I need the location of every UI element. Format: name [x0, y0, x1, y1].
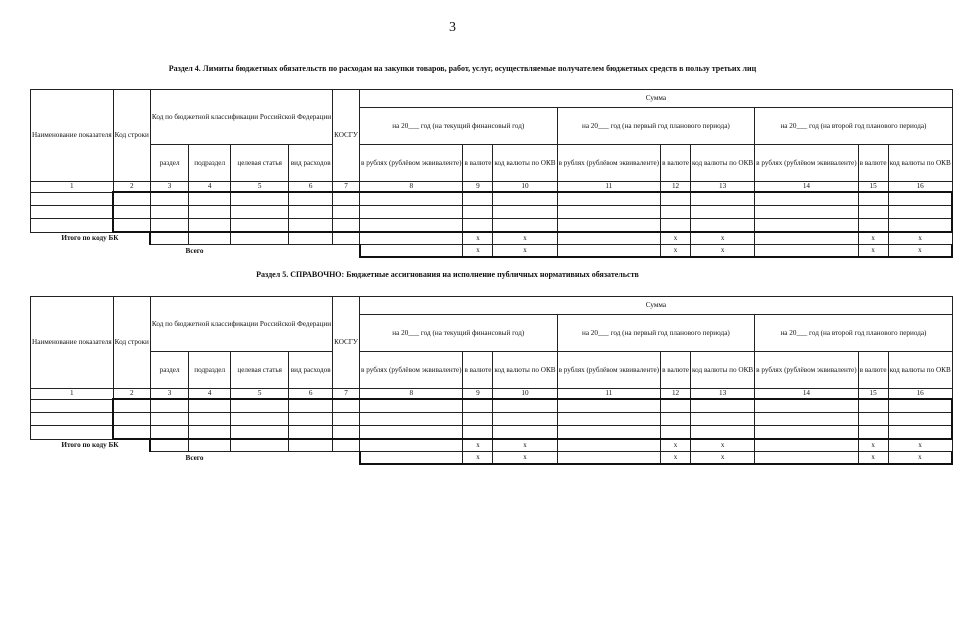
header-vid: вид расходов: [289, 352, 333, 389]
col-number: 1: [31, 182, 114, 193]
data-cell[interactable]: [360, 245, 463, 258]
data-cell[interactable]: [150, 399, 188, 413]
header-period-2: на 20___ год (на первый год планового периода): [557, 315, 755, 352]
section-5-table: [30, 296, 953, 465]
x-mark: х: [858, 439, 888, 452]
data-cell[interactable]: [463, 219, 493, 233]
data-cell[interactable]: [360, 439, 463, 452]
data-cell[interactable]: [463, 192, 493, 206]
x-mark: х: [691, 452, 755, 465]
header-period-3: на 20___ год (на второй год планового периода): [755, 315, 953, 352]
x-mark: х: [858, 245, 888, 258]
data-cell[interactable]: [858, 413, 888, 426]
table-row: [31, 192, 953, 206]
x-mark: х: [888, 232, 952, 245]
data-cell[interactable]: [557, 232, 660, 245]
data-cell[interactable]: [113, 206, 150, 219]
data-cell[interactable]: [463, 426, 493, 440]
total-bk-label: Итого по коду БК: [61, 234, 119, 243]
data-cell[interactable]: [755, 439, 858, 452]
header-currency-3: в валюте: [858, 145, 888, 182]
section-4-table: [30, 89, 953, 258]
x-mark: х: [888, 452, 952, 465]
header-razdel: раздел: [150, 352, 188, 389]
col-number: 11: [557, 389, 660, 400]
data-cell[interactable]: [333, 399, 360, 413]
col-number: 14: [755, 389, 858, 400]
col-number: 1: [31, 389, 114, 400]
header-period-1: на 20___ год (на текущий финансовый год): [360, 315, 558, 352]
data-cell[interactable]: [661, 413, 691, 426]
data-cell[interactable]: [360, 426, 463, 440]
data-cell[interactable]: [557, 245, 660, 258]
col-number: 12: [661, 389, 691, 400]
header-podrazdel: подраздел: [189, 352, 231, 389]
col-number: 8: [360, 389, 463, 400]
data-cell[interactable]: [691, 413, 755, 426]
data-cell[interactable]: [463, 399, 493, 413]
data-cell[interactable]: [691, 219, 755, 233]
x-mark: х: [493, 452, 557, 465]
x-mark: х: [888, 245, 952, 258]
x-mark: х: [691, 232, 755, 245]
data-cell[interactable]: [150, 192, 188, 206]
x-mark: х: [463, 232, 493, 245]
data-cell[interactable]: [31, 219, 114, 233]
data-cell[interactable]: [360, 452, 463, 465]
data-cell[interactable]: [289, 399, 333, 413]
data-cell[interactable]: [755, 206, 858, 219]
data-cell[interactable]: [31, 206, 114, 219]
col-number: 15: [858, 389, 888, 400]
header-currency-2: в валюте: [661, 145, 691, 182]
data-cell[interactable]: [31, 399, 114, 413]
header-podrazdel: подраздел: [189, 145, 231, 182]
data-cell[interactable]: [150, 426, 188, 440]
data-cell[interactable]: [333, 439, 360, 452]
x-mark: х: [858, 452, 888, 465]
data-cell[interactable]: [189, 426, 231, 440]
header-rub-1: в рублях (рублёвом эквиваленте): [360, 352, 463, 389]
header-name: Наименование показателя: [31, 297, 114, 389]
data-cell[interactable]: [289, 413, 333, 426]
data-cell[interactable]: [360, 232, 463, 245]
data-cell[interactable]: [189, 206, 231, 219]
table-row: [31, 413, 953, 426]
data-cell[interactable]: [755, 219, 858, 233]
x-mark: х: [493, 232, 557, 245]
x-mark: х: [661, 452, 691, 465]
data-cell[interactable]: [858, 206, 888, 219]
data-cell[interactable]: [189, 413, 231, 426]
x-mark: х: [463, 245, 493, 258]
x-mark: х: [493, 245, 557, 258]
data-cell[interactable]: [661, 219, 691, 233]
col-number: 4: [189, 389, 231, 400]
col-number: 12: [661, 182, 691, 193]
data-cell[interactable]: [557, 192, 660, 206]
header-sum: Сумма: [360, 297, 953, 315]
col-number: 9: [463, 389, 493, 400]
data-cell[interactable]: [755, 452, 858, 465]
x-mark: х: [691, 439, 755, 452]
data-cell[interactable]: [463, 413, 493, 426]
header-currency-3: в валюте: [858, 352, 888, 389]
col-number: 5: [230, 389, 288, 400]
col-number: 15: [858, 182, 888, 193]
col-number: 16: [888, 182, 952, 193]
data-cell[interactable]: [557, 426, 660, 440]
x-mark: х: [463, 452, 493, 465]
data-cell[interactable]: [557, 206, 660, 219]
col-number: 14: [755, 182, 858, 193]
data-cell[interactable]: [360, 206, 463, 219]
col-number: 4: [189, 182, 231, 193]
data-cell[interactable]: [31, 192, 114, 206]
data-cell[interactable]: [289, 426, 333, 440]
grand-total-label: Всего: [185, 453, 204, 462]
data-cell[interactable]: [463, 206, 493, 219]
table-row: [31, 219, 953, 233]
data-cell[interactable]: [230, 219, 288, 233]
col-number: 5: [230, 182, 288, 193]
col-number: 11: [557, 182, 660, 193]
total-bk-label: Итого по коду БК: [61, 441, 119, 450]
col-number: 16: [888, 389, 952, 400]
data-cell[interactable]: [661, 192, 691, 206]
table-row: [31, 426, 953, 440]
header-currency-1: в валюте: [463, 145, 493, 182]
data-cell[interactable]: [289, 439, 333, 452]
col-number: 7: [333, 389, 360, 400]
data-cell[interactable]: [557, 219, 660, 233]
data-cell[interactable]: [858, 192, 888, 206]
data-cell[interactable]: [661, 399, 691, 413]
data-cell[interactable]: [150, 232, 188, 245]
header-rub-2: в рублях (рублёвом эквиваленте): [557, 145, 660, 182]
header-okv-2: код валюты по ОКВ: [691, 352, 755, 389]
data-cell[interactable]: [289, 219, 333, 233]
data-cell[interactable]: [333, 232, 360, 245]
data-cell[interactable]: [858, 399, 888, 413]
data-cell[interactable]: [691, 206, 755, 219]
data-cell[interactable]: [31, 413, 114, 426]
data-cell[interactable]: [189, 219, 231, 233]
col-number: 3: [150, 182, 188, 193]
header-okv-3: код валюты по ОКВ: [888, 352, 952, 389]
section-5-title: Раздел 5. СПРАВОЧНО: Бюджетные ассигнования на исполнение публичных нормативных обязательств: [256, 270, 639, 279]
data-cell[interactable]: [31, 426, 114, 440]
data-cell[interactable]: [691, 399, 755, 413]
data-cell[interactable]: [888, 219, 952, 233]
col-number: 13: [691, 389, 755, 400]
x-mark: х: [661, 232, 691, 245]
total-bk-row: [31, 439, 953, 452]
data-cell[interactable]: [333, 192, 360, 206]
data-cell[interactable]: [493, 206, 557, 219]
data-cell[interactable]: [360, 399, 463, 413]
header-vid: вид расходов: [289, 145, 333, 182]
grand-total-row: [31, 452, 953, 465]
col-number: 6: [289, 182, 333, 193]
data-cell[interactable]: [230, 206, 288, 219]
col-number: 10: [493, 389, 557, 400]
table-row: [31, 206, 953, 219]
data-cell[interactable]: [230, 439, 288, 452]
col-number: 7: [333, 182, 360, 193]
data-cell[interactable]: [150, 413, 188, 426]
data-cell[interactable]: [888, 426, 952, 440]
x-mark: х: [661, 439, 691, 452]
x-mark: х: [858, 232, 888, 245]
data-cell[interactable]: [888, 413, 952, 426]
col-number: 10: [493, 182, 557, 193]
data-cell[interactable]: [557, 413, 660, 426]
col-number: 13: [691, 182, 755, 193]
data-cell[interactable]: [230, 413, 288, 426]
page-number: 3: [449, 20, 456, 35]
data-cell[interactable]: [493, 219, 557, 233]
grand-total-row: [31, 245, 953, 258]
data-cell[interactable]: [289, 192, 333, 206]
data-cell[interactable]: [755, 426, 858, 440]
data-cell[interactable]: [888, 192, 952, 206]
col-number: 3: [150, 389, 188, 400]
header-target: целевая статья: [230, 145, 288, 182]
data-cell[interactable]: [755, 413, 858, 426]
data-cell[interactable]: [113, 192, 150, 206]
data-cell[interactable]: [661, 206, 691, 219]
header-razdel: раздел: [150, 145, 188, 182]
data-cell[interactable]: [360, 192, 463, 206]
x-mark: х: [463, 439, 493, 452]
data-cell[interactable]: [113, 219, 150, 233]
col-number: 6: [289, 389, 333, 400]
header-code: Код строки: [113, 297, 150, 389]
data-cell[interactable]: [557, 399, 660, 413]
data-cell[interactable]: [230, 232, 288, 245]
header-okv-2: код валюты по ОКВ: [691, 145, 755, 182]
x-mark: х: [661, 245, 691, 258]
header-okv-1: код валюты по ОКВ: [493, 352, 557, 389]
data-cell[interactable]: [230, 399, 288, 413]
data-cell[interactable]: [150, 206, 188, 219]
data-cell[interactable]: [888, 399, 952, 413]
x-mark: х: [691, 245, 755, 258]
header-period-1: на 20___ год (на текущий финансовый год): [360, 108, 558, 145]
total-bk-row: [31, 232, 953, 245]
header-rub-3: в рублях (рублёвом эквиваленте): [755, 145, 858, 182]
col-number: 2: [113, 182, 150, 193]
col-number: 9: [463, 182, 493, 193]
data-cell[interactable]: [360, 219, 463, 233]
data-cell[interactable]: [858, 426, 888, 440]
data-cell[interactable]: [289, 206, 333, 219]
header-bk: Код по бюджетной классификации Российской Федерации: [150, 90, 332, 145]
data-cell[interactable]: [150, 439, 188, 452]
data-cell[interactable]: [691, 192, 755, 206]
data-cell[interactable]: [755, 232, 858, 245]
data-cell[interactable]: [150, 219, 188, 233]
header-kosgu: КОСГУ: [333, 297, 360, 389]
data-cell[interactable]: [289, 232, 333, 245]
data-cell[interactable]: [493, 399, 557, 413]
data-cell[interactable]: [113, 399, 150, 413]
data-cell[interactable]: [113, 426, 150, 440]
data-cell[interactable]: [888, 206, 952, 219]
header-sum: Сумма: [360, 90, 953, 108]
data-cell[interactable]: [333, 206, 360, 219]
data-cell[interactable]: [189, 192, 231, 206]
header-rub-3: в рублях (рублёвом эквиваленте): [755, 352, 858, 389]
data-cell[interactable]: [557, 439, 660, 452]
x-mark: х: [493, 439, 557, 452]
col-number: 2: [113, 389, 150, 400]
header-target: целевая статья: [230, 352, 288, 389]
header-name: Наименование показателя: [31, 90, 114, 182]
header-okv-1: код валюты по ОКВ: [493, 145, 557, 182]
header-period-2: на 20___ год (на первый год планового периода): [557, 108, 755, 145]
header-currency-1: в валюте: [463, 352, 493, 389]
data-cell[interactable]: [360, 413, 463, 426]
data-cell[interactable]: [493, 426, 557, 440]
header-rub-1: в рублях (рублёвом эквиваленте): [360, 145, 463, 182]
data-cell[interactable]: [858, 219, 888, 233]
data-cell[interactable]: [661, 426, 691, 440]
data-cell[interactable]: [333, 219, 360, 233]
col-number: 8: [360, 182, 463, 193]
header-currency-2: в валюте: [661, 352, 691, 389]
data-cell[interactable]: [230, 192, 288, 206]
data-cell[interactable]: [189, 439, 231, 452]
header-code: Код строки: [113, 90, 150, 182]
header-kosgu: КОСГУ: [333, 90, 360, 182]
data-cell[interactable]: [493, 192, 557, 206]
header-period-3: на 20___ год (на второй год планового периода): [755, 108, 953, 145]
data-cell[interactable]: [493, 413, 557, 426]
data-cell[interactable]: [755, 245, 858, 258]
data-cell[interactable]: [333, 413, 360, 426]
data-cell[interactable]: [230, 426, 288, 440]
data-cell[interactable]: [755, 399, 858, 413]
data-cell[interactable]: [333, 426, 360, 440]
data-cell[interactable]: [189, 232, 231, 245]
header-rub-2: в рублях (рублёвом эквиваленте): [557, 352, 660, 389]
table-row: [31, 399, 953, 413]
section-4-title: Раздел 4. Лимиты бюджетных обязательств по расходам на закупки товаров, работ, услуг, осуществляемые получателем бюджетных средств в пользу третьих лиц: [168, 64, 757, 73]
x-mark: х: [888, 439, 952, 452]
data-cell[interactable]: [189, 399, 231, 413]
header-okv-3: код валюты по ОКВ: [888, 145, 952, 182]
header-bk: Код по бюджетной классификации Российской Федерации: [150, 297, 332, 352]
data-cell[interactable]: [755, 192, 858, 206]
grand-total-label: Всего: [185, 246, 204, 255]
data-cell[interactable]: [113, 413, 150, 426]
data-cell[interactable]: [557, 452, 660, 465]
data-cell[interactable]: [691, 426, 755, 440]
